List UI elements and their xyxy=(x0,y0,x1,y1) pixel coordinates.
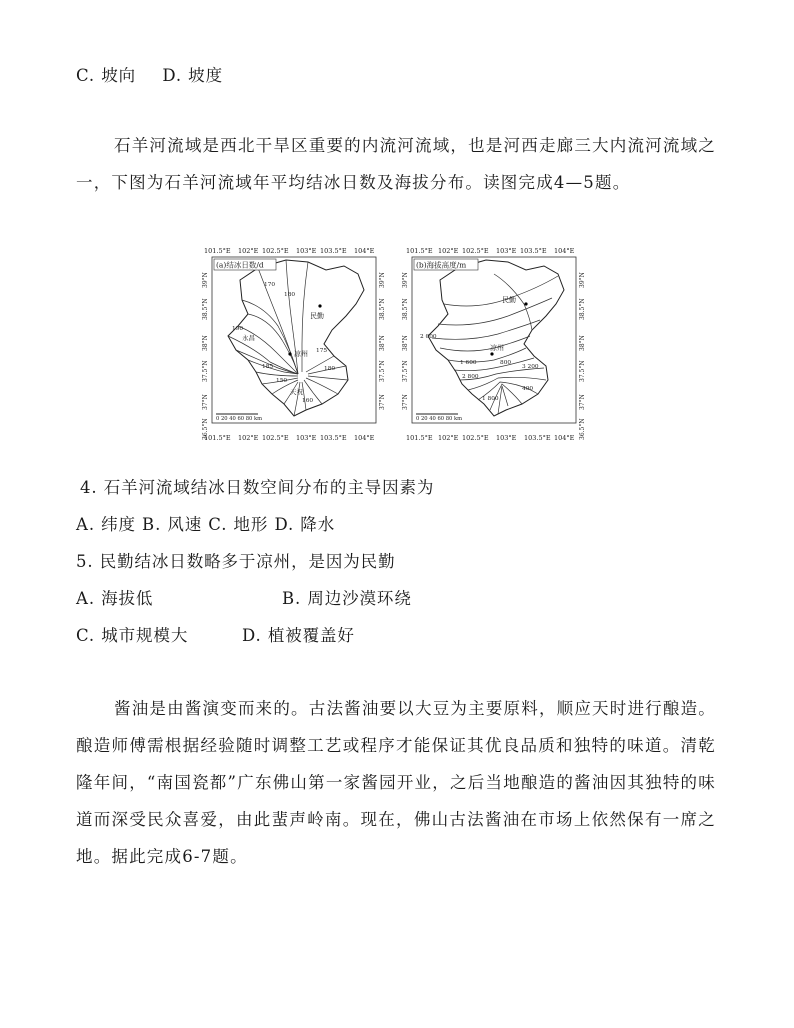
map-b-contour-label: 2 800 xyxy=(462,374,479,380)
map-b-bottom-tick: 103°E xyxy=(496,434,517,442)
map-a-lat-tick: 37.5°N xyxy=(202,360,209,382)
map-a-contour-label: 150 xyxy=(276,378,288,384)
map-b-lat-tick-right: 36.5°N xyxy=(579,418,586,440)
map-b-bottom-tick: 104°E xyxy=(554,434,575,442)
map-b-title: (b)海拔高度/m xyxy=(416,260,467,270)
map-a-contour-label: 190 xyxy=(232,326,244,332)
map-b-bottom-tick: 102.5°E xyxy=(462,434,489,442)
map-b-top-tick: 104°E xyxy=(554,247,575,255)
map-b-lat-tick: 38°N xyxy=(402,335,409,351)
map-b-scale-label: 0 20 40 60 80 km xyxy=(416,416,463,422)
map-figure-svg xyxy=(198,244,590,444)
map-b-contour-label: 2 000 xyxy=(420,334,437,340)
map-a-lat-tick-right: 39°N xyxy=(379,272,386,288)
map-b-lat-tick: 37°N xyxy=(402,394,409,410)
map-b-bottom-tick: 102°E xyxy=(438,434,459,442)
q5-option-d: D. 植被覆盖好 xyxy=(242,626,355,645)
q5-option-b: B. 周边沙漠环绕 xyxy=(282,589,412,608)
map-b-lat-tick-right: 37°N xyxy=(579,394,586,410)
map-a-contour-label: 180 xyxy=(284,292,296,298)
map-a-top-tick: 101.5°E xyxy=(204,247,231,255)
map-figure xyxy=(198,244,590,444)
map-a-bottom-tick: 104°E xyxy=(354,434,375,442)
map-b-lat-tick-right: 37.5°N xyxy=(579,360,586,382)
map-a-city-yongchang: 永昌 xyxy=(242,334,255,342)
map-a-bottom-tick: 102°E xyxy=(238,434,259,442)
map-a-top-tick: 103°E xyxy=(296,247,317,255)
map-a-city-liangzhou: 凉州 xyxy=(294,350,308,358)
map-a-lat-tick-right: 38.5°N xyxy=(379,298,386,320)
map-b-liangzhou-dot xyxy=(490,352,493,355)
q3-option-d: D. 坡度 xyxy=(162,66,223,85)
map-b-lat-tick: 39°N xyxy=(402,272,409,288)
map-a-top-tick: 103.5°E xyxy=(320,247,347,255)
map-a-lat-tick-right: 37.5°N xyxy=(379,360,386,382)
map-b-top-tick: 103°E xyxy=(496,247,517,255)
passage-2-text: 酱油是由酱演变而来的。古法酱油要以大豆为主要原料，顺应天时进行酿造。酿造师傅需根据经验随时调整工艺或程序才能保证其优良品质和独特的味道。清乾隆年间，“南国瓷都”广东佛山第一家酱园开业，之后当地酿造的酱油因其独特的味道而深受民众喜爱，由此蜚声岭南。现在，佛山古法酱油在市场上依然保有一席之地。据此完成6-7题。 xyxy=(76,699,716,866)
map-a-scale-label: 0 20 40 60 80 km xyxy=(216,416,263,422)
map-b-lat-tick-right: 38.5°N xyxy=(579,298,586,320)
map-b-bottom-tick: 103.5°E xyxy=(524,434,551,442)
map-a-city-minqin: 民勤 xyxy=(310,312,324,320)
map-b-contour-label: 800 xyxy=(500,360,512,366)
map-a-lat-tick: 36.5°N xyxy=(202,418,209,440)
map-a-lat-tick: 38.5°N xyxy=(202,298,209,320)
passage-shiyang-river xyxy=(76,127,716,201)
map-a-title: (a)结冰日数/d xyxy=(216,260,264,270)
map-a-contour-label: 160 xyxy=(302,398,314,404)
q5-stem: 5. 民勤结冰日数略多于凉州，是因为民勤 xyxy=(76,552,396,571)
q3-option-c: C. 坡向 xyxy=(76,66,137,85)
map-a-contour-label: 170 xyxy=(264,282,276,288)
map-b-city-minqin: 民勤 xyxy=(502,296,516,304)
map-a-bottom-tick: 102.5°E xyxy=(262,434,289,442)
map-a-contour-label: 180 xyxy=(324,366,336,372)
map-a-lat-tick-right: 37°N xyxy=(379,394,386,410)
map-b-top-tick: 102°E xyxy=(438,247,459,255)
map-a-top-tick: 102°E xyxy=(238,247,259,255)
map-a-contour-label: 175 xyxy=(316,348,328,354)
map-b-bottom-tick: 101.5°E xyxy=(406,434,433,442)
map-a-lat-tick: 39°N xyxy=(202,272,209,288)
map-a-bottom-tick: 101.5°E xyxy=(204,434,231,442)
map-a-bottom-tick: 103.5°E xyxy=(320,434,347,442)
q5-option-a: A. 海拔低 xyxy=(76,589,154,608)
map-b-contour-label: 3 200 xyxy=(522,364,539,370)
q5-option-c: C. 城市规模大 xyxy=(76,626,189,645)
map-a-lat-tick: 37°N xyxy=(202,394,209,410)
q4-stem: 4. 石羊河流域结冰日数空间分布的主导因素为 xyxy=(80,478,435,497)
map-b-lat-tick-right: 38°N xyxy=(579,335,586,351)
map-b-city-liangzhou: 凉州 xyxy=(490,344,504,352)
map-b-top-tick: 102.5°E xyxy=(462,247,489,255)
map-b-lat-tick-right: 39°N xyxy=(579,272,586,288)
map-b-top-tick: 103.5°E xyxy=(520,247,547,255)
map-b-minqin-dot xyxy=(524,302,527,305)
map-a-top-tick: 102.5°E xyxy=(262,247,289,255)
map-b-basin-outline xyxy=(428,260,564,416)
map-a-liangzhou-dot xyxy=(288,352,291,355)
q4-options: A. 纬度 B. 风速 C. 地形 D. 降水 xyxy=(76,515,336,534)
map-a-contour-label: 185 xyxy=(262,364,274,370)
map-b-top-tick: 101.5°E xyxy=(406,247,433,255)
map-b xyxy=(402,247,586,442)
map-b-lat-tick: 38.5°N xyxy=(402,298,409,320)
map-a-lat-tick-right: 38°N xyxy=(379,335,386,351)
map-b-contour-label: 400 xyxy=(522,386,534,392)
map-a-city-tianzhu: 天祝 xyxy=(290,388,303,396)
map-b-contour-label: 1 800 xyxy=(482,396,499,402)
map-a-bottom-tick: 103°E xyxy=(296,434,317,442)
map-b-lat-tick: 37.5°N xyxy=(402,360,409,382)
map-a xyxy=(202,247,386,442)
map-b-contour-label: 1 600 xyxy=(460,360,477,366)
passage-1-text: 石羊河流域是西北干旱区重要的内流河流域，也是河西走廊三大内流河流域之一，下图为石羊河流域年平均结冰日数及海拔分布。读图完成4—5题。 xyxy=(76,136,716,192)
map-a-top-tick: 104°E xyxy=(354,247,375,255)
map-a-minqin-dot xyxy=(318,304,321,307)
map-a-lat-tick: 38°N xyxy=(202,335,209,351)
passage-soy-sauce xyxy=(76,690,716,875)
q3-options-row xyxy=(76,62,223,86)
